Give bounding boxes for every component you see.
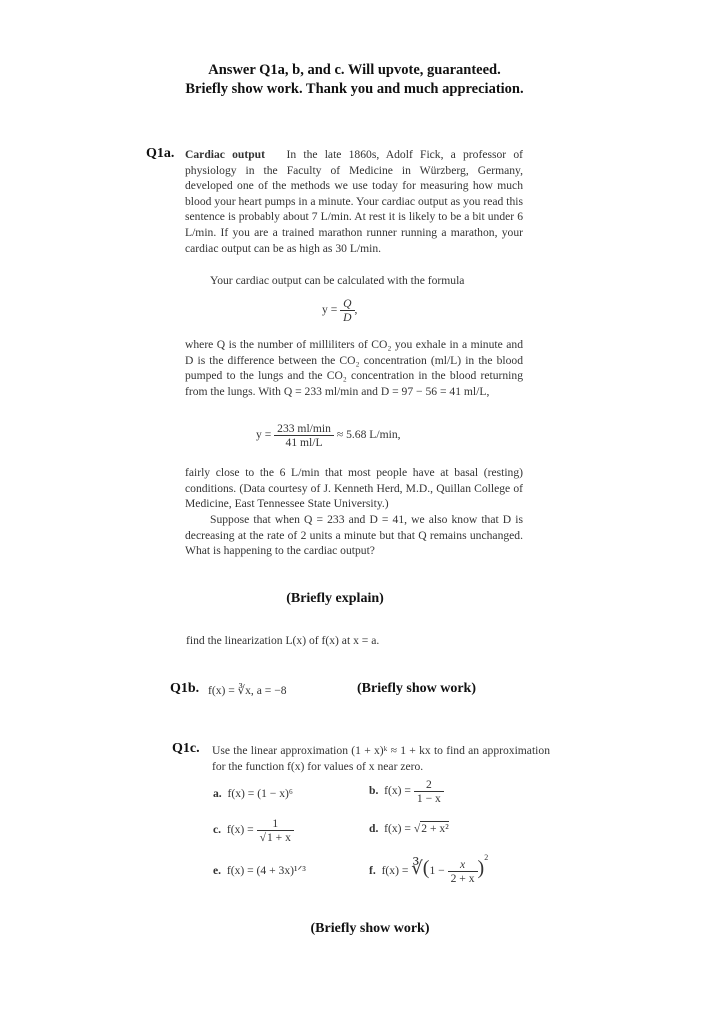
calc-numerator: 233 ml/min [277, 422, 331, 435]
item-d-lhs: f(x) = [384, 822, 411, 835]
q1a-formula-intro: Your cardiac output can be calculated with the formula [210, 274, 465, 287]
item-f-den: 2 + x [448, 871, 478, 885]
item-f-exp: 2 [484, 853, 489, 862]
item-c-den: 1 + x [266, 831, 291, 844]
formula-denominator: D [340, 310, 354, 324]
q1b-instruction: (Briefly show work) [357, 681, 476, 696]
sqrt-symbol: √ [413, 822, 421, 835]
item-a-expr: f(x) = (1 − x)⁶ [227, 787, 293, 800]
calc-lhs: y = [256, 428, 272, 442]
item-b-label: b. [369, 784, 379, 798]
item-f-lhs: f(x) = [381, 864, 409, 877]
item-a-label: a. [213, 787, 222, 800]
sqrt-symbol: √ [259, 831, 266, 844]
item-f-num: x [459, 857, 466, 871]
q1a-calculation [256, 422, 401, 449]
q1a-label: Q1a. [146, 146, 175, 161]
header-line-2: Briefly show work. Thank you and much appreciation. [185, 81, 524, 97]
item-c-num: 1 [272, 817, 279, 830]
q1b-label: Q1b. [170, 681, 200, 696]
calc-denominator: 41 ml/L [274, 435, 334, 449]
item-e-label: e. [213, 864, 222, 877]
item-c-label: c. [213, 823, 222, 837]
calc-rhs: ≈ 5.68 L/min, [336, 428, 401, 442]
cube-root-symbol: ∛ [411, 858, 423, 878]
q1c-item-a [213, 787, 293, 800]
item-f-label: f. [369, 864, 376, 877]
q1a-intro-text: In the late 1860s, Adolf Fick, a professor of physiology in the Faculty of Medicine in Würzberg, Germany, developed one of the methods we use today for measuring how much blood your heart pumps in a minute. Your cardiac output as you read this sentence is probably about 7 L/min. At rest it is likely to be a bit under 6 L/min. If you are a trained marathon runner running a marathon, your cardiac output can be as high as 30 L/min. [185, 148, 523, 255]
q1c-item-e [213, 863, 306, 877]
item-b-num: 2 [425, 778, 432, 791]
item-f-inner-left: 1 − [429, 864, 445, 877]
item-c-lhs: f(x) = [226, 823, 254, 837]
q1c-item-d [369, 822, 449, 835]
item-b-den: 1 − x [414, 791, 444, 805]
q1b-expr-right: x, a = −8 [245, 684, 287, 697]
q1c-text: Use the linear approximation (1 + x)ᵏ ≈ 1 + kx to find an approximation for the function f(x) for values of x near zero. [212, 744, 550, 773]
q1a-formula [322, 297, 357, 324]
q1b-expr-left: f(x) = [208, 684, 235, 697]
q1c-item-b [369, 778, 444, 805]
q1c-label: Q1c. [172, 741, 200, 756]
linearization-prompt: find the linearization L(x) of f(x) at x = a. [186, 634, 380, 647]
header-line-1: Answer Q1a, b, and c. Will upvote, guaranteed. [208, 62, 501, 78]
formula-numerator: Q [343, 297, 352, 310]
q1c-item-c [213, 817, 294, 844]
q1b-expression [208, 683, 287, 697]
formula-end: , [354, 303, 358, 317]
cube-root-symbol: ∛ [237, 684, 246, 697]
formula-lhs: y = [322, 303, 338, 317]
q1c-item-f: f. f(x) = ∛(1 − $\frac{x}{2 + x}$ )$^2$ [369, 853, 489, 885]
item-d-rad: 2 + x² [421, 822, 449, 835]
q1a-intro-paragraph [185, 147, 523, 256]
item-e-expr: f(x) = (4 + 3x)¹ᐟ³ [226, 864, 306, 877]
q1a-where-paragraph: where Q is the number of milliliters of CO₂ you exhale in a minute and D is the difference between the CO₂ concentration (ml/L) in the blood pumped to the lungs and the CO₂ concentration in the blood returning from the lungs. With Q = 233 ml/min and D = 97 − 56 = 41 ml/L, [185, 338, 523, 398]
q1c-instruction: (Briefly show work) [310, 921, 430, 936]
item-b-lhs: f(x) = [384, 784, 411, 798]
q1a-close-paragraph: fairly close to the 6 L/min that most people have at basal (resting) conditions. (Data courtesy of J. Kenneth Herd, M.D., Quillan College of Medicine, East Tennessee State University.) [185, 466, 523, 511]
q1a-instruction: (Briefly explain) [286, 591, 384, 606]
q1a-suppose-paragraph: Suppose that when Q = 233 and D = 41, we also know that D is decreasing at the rate of 2 units a minute but that Q remains unchanged. What is happening to the cardiac output? [185, 513, 523, 558]
q1a-title: Cardiac output [185, 148, 265, 161]
item-d-label: d. [369, 822, 379, 835]
